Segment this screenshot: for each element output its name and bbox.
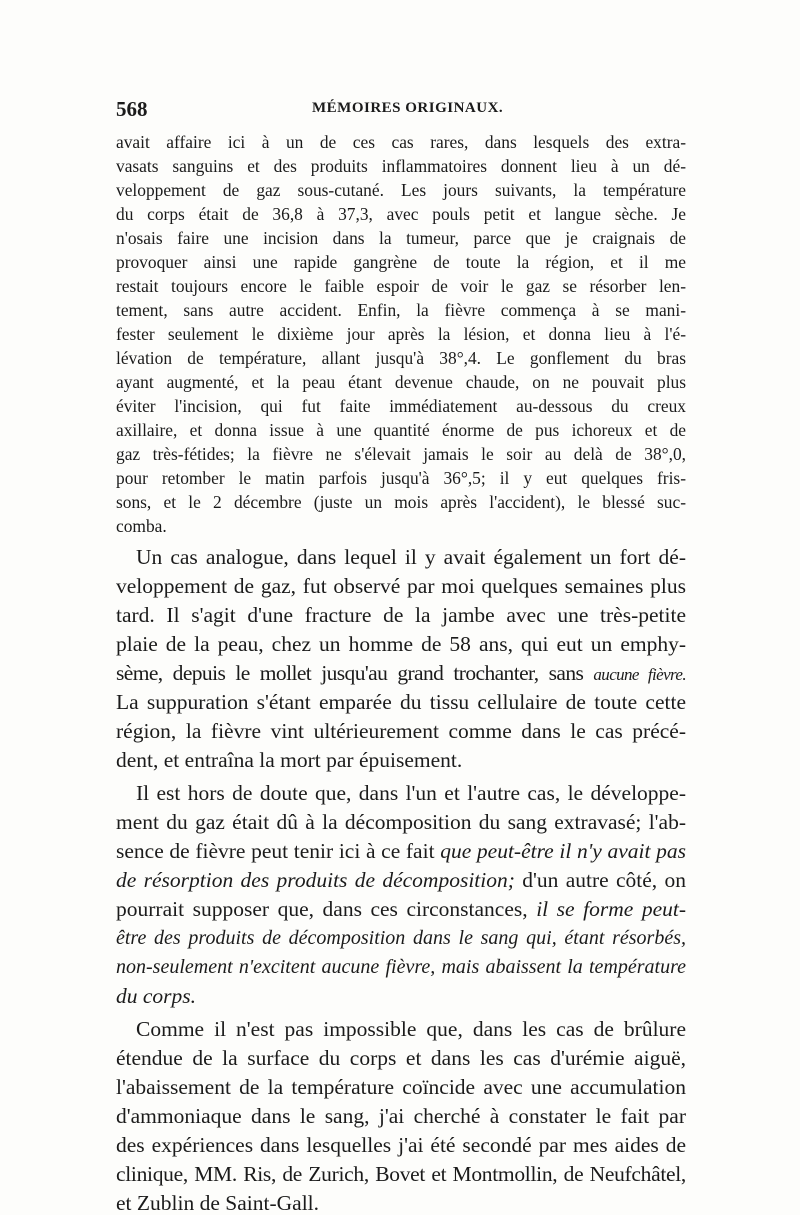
text-line: axillaire, et donna issue à une quantité énorme de pus ichoreux et de: [116, 420, 686, 440]
text-line: n'osais faire une incision dans la tumeur, parce que je craignais de: [116, 228, 686, 248]
text-line: étendue de la surface du corps et dans les cas d'urémie aiguë,: [116, 1046, 686, 1070]
text-line: Il est hors de doute que, dans l'un et l'autre cas, le développe-: [136, 781, 686, 805]
text-line: Un cas analogue, dans lequel il y avait également un fort dé-: [136, 545, 686, 569]
text-line: [116, 658, 686, 688]
text-line: du corps.: [116, 984, 197, 1008]
text-line: clinique, MM. Ris, de Zurich, Bovet et Montmollin, de Neufchâtel,: [116, 1162, 686, 1186]
page-header: [116, 97, 686, 121]
text-line: vasats sanguins et des produits inflammatoires donnent lieu à un dé-: [116, 156, 686, 176]
page-number: 568: [116, 97, 148, 121]
text-italic: il se forme peut-: [536, 897, 686, 921]
text-line: d'ammoniaque dans le sang, j'ai cherché à constater le fait par: [116, 1104, 686, 1128]
text-roman: sème, depuis le mollet jusqu'au grand trochanter, sans: [116, 661, 594, 685]
text-line: fester seulement le dixième jour après la lésion, et donna lieu à l'é-: [116, 324, 686, 344]
text-line: région, la fièvre vint ultérieurement comme dans le cas précé-: [116, 719, 686, 743]
text-line: l'abaissement de la température coïncide avec une accumulation: [116, 1075, 686, 1099]
running-title: MÉMOIRES ORIGINAUX.: [312, 100, 504, 116]
text-line: tard. Il s'agit d'une fracture de la jambe avec une très-petite: [116, 603, 686, 627]
text-line: [116, 836, 686, 866]
text-line: provoquer ainsi une rapide gangrène de toute la région, et il me: [116, 252, 686, 272]
text-line: Comme il n'est pas impossible que, dans les cas de brûlure: [136, 1017, 686, 1041]
text-roman: pourrait supposer que, dans ces circonstances,: [116, 897, 537, 921]
text-line: non-seulement n'excitent aucune fièvre, mais abaissent la température: [116, 956, 686, 978]
text-italic: aucune fièvre.: [593, 665, 687, 684]
text-line: et Zublin de Saint-Gall.: [116, 1191, 320, 1215]
text-line: veloppement de gaz sous-cutané. Les jours suivants, la température: [116, 180, 686, 200]
text-line: du corps était de 36,8 à 37,3, avec pouls petit et langue sèche. Je: [116, 204, 686, 224]
text-line: sons, et le 2 décembre (juste un mois après l'accident), le blessé suc-: [116, 492, 686, 512]
text-line: veloppement de gaz, fut observé par moi quelques semaines plus: [116, 574, 686, 598]
text-italic: de résorption des produits de décomposition;: [116, 868, 515, 892]
text-line: lévation de température, allant jusqu'à 38°,4. Le gonflement du bras: [116, 348, 686, 368]
text-line: [116, 894, 686, 924]
text-line: ayant augmenté, et la peau étant devenue chaude, on ne pouvait plus: [116, 372, 686, 392]
text-line: La suppuration s'étant emparée du tissu cellulaire de toute cette: [116, 690, 686, 714]
text-line: plaie de la peau, chez un homme de 58 ans, qui eut un emphy-: [116, 632, 686, 656]
text-line: restait toujours encore le faible espoir de voir le gaz se résorber len-: [116, 276, 686, 296]
text-line: être des produits de décomposition dans le sang qui, étant résorbés,: [116, 927, 686, 949]
text-italic: que peut-être il n'y avait pas: [440, 839, 686, 863]
text-roman: d'un autre côté, on: [514, 868, 687, 892]
text-line: dent, et entraîna la mort par épuisement.: [116, 748, 463, 772]
text-line: comba.: [116, 516, 167, 536]
text-line: tement, sans autre accident. Enfin, la fièvre commença à se mani-: [116, 300, 686, 320]
text-line: ment du gaz était dû à la décomposition du sang extravasé; l'ab-: [116, 810, 686, 834]
text-roman: sence de fièvre peut tenir ici à ce fait: [116, 839, 441, 863]
text-line: gaz très-fétides; la fièvre ne s'élevait jamais le soir au delà de 38°,0,: [116, 444, 686, 464]
text-line: éviter l'incision, qui fut faite immédiatement au-dessous du creux: [116, 396, 686, 416]
text-line: pour retomber le matin parfois jusqu'à 36°,5; il y eut quelques fris-: [116, 468, 686, 488]
text-line: avait affaire ici à un de ces cas rares, dans lesquels des extra-: [116, 132, 686, 152]
text-line: [116, 865, 686, 895]
text-line: des expériences dans lesquelles j'ai été secondé par mes aides de: [116, 1133, 686, 1157]
